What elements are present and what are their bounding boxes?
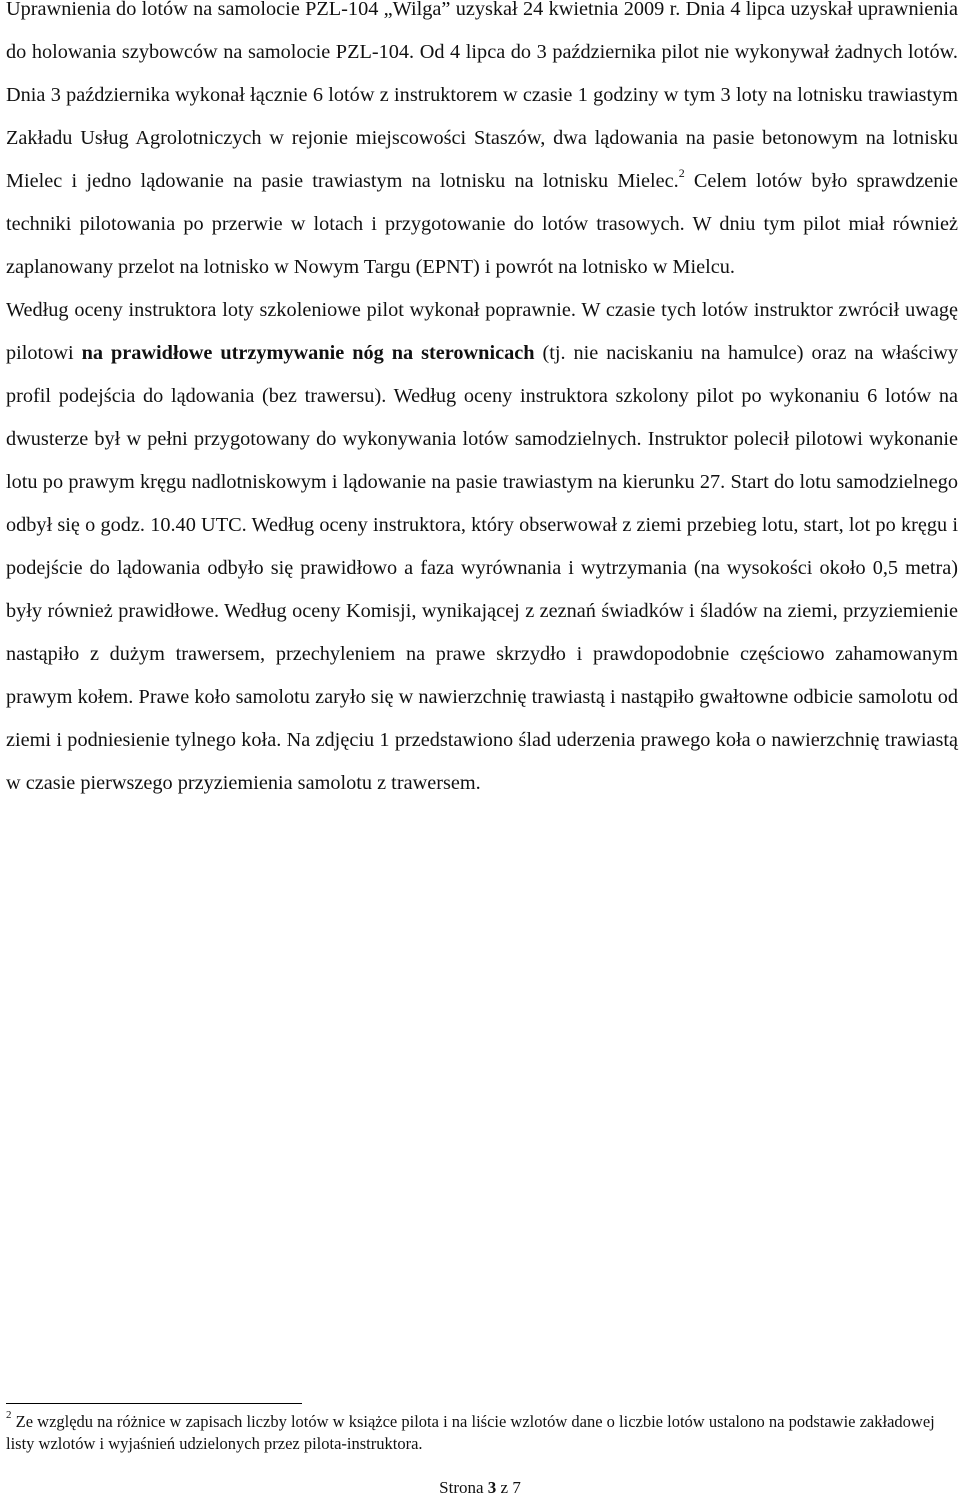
footnote xyxy=(6,1408,958,1455)
footnote-reference[interactable]: 2 xyxy=(678,166,685,181)
footnote-text: Ze względu na różnice w zapisach liczby lotów w książce pilota i na liście wzlotów dane o liczbie lotów ustalono na podstawie zakładowej listy wzlotów i wyjaśnień udzielonych przez pilota-instruktora. xyxy=(6,1412,935,1453)
page-number xyxy=(0,1478,960,1498)
paragraph-2-bold-text: na prawidłowe utrzymywanie nóg na sterownicach xyxy=(81,342,535,364)
paragraph-1-text-b: Celem lotów było sprawdzenie techniki pilotowania po przerwie w lotach i przygotowanie do lotów trasowych. W dniu tym pilot miał również zaplanowany przelot na lotnisko w Nowym Targu (EPNT) i powrót na lotnisko w Mielcu. xyxy=(6,170,958,278)
paragraph-2 xyxy=(6,289,958,805)
paragraph-1 xyxy=(6,0,958,289)
paragraph-2-text-b: (tj. nie naciskaniu na hamulce) oraz na właściwy profil podejścia do lądowania (bez trawersu). Według oceny instruktora szkolony pilot po wykonaniu 6 lotów na dwusterze był w pełni przygotowany do wykonywania lotów samodzielnych. Instruktor polecił pilotowi wykonanie lotu po prawym kręgu nadlotniskowym i lądowanie na pasie trawiastym na kierunku 27. Start do lotu samodzielnego odbył się o godz. 10.40 UTC. Według oceny instruktora, który obserwował z ziemi przebieg lotu, start, lot po kręgu i podejście do lądowania odbyło się prawidłowo a faza wyrównania i wytrzymania (na wysokości około 0,5 metra) były również prawidłowe. Według oceny Komisji, wynikającej z zeznań świadków i śladów na ziemi, przyziemienie nastąpiło z dużym trawersem, przechyleniem na prawe skrzydło i prawdopodobnie częściowo zahamowanym prawym kołem. Prawe koło samolotu zaryło się w nawierzchnię trawiastą i nastąpiło gwałtowne odbicie samolotu od ziemi i podniesienie tylnego koła. Na zdjęciu 1 przedstawiono ślad uderzenia prawego koła o nawierzchnię trawiastą w czasie pierwszego przyziemienia samolotu z trawersem. xyxy=(6,342,958,794)
page-number-total: 7 xyxy=(512,1478,521,1497)
paragraph-1-text-a: Uprawnienia do lotów na samolocie PZL-104 „Wilga” uzyskał 24 kwietnia 2009 r. Dnia 4 lipca uzyskał uprawnienia do holowania szybowców na samolocie PZL-104. Od 4 lipca do 3 października pilot nie wykonywał żadnych lotów. Dnia 3 października wykonał łącznie 6 lotów z instruktorem w czasie 1 godziny w tym 3 loty na lotnisku trawiastym Zakładu Usług Agrolotniczych w rejonie miejscowości Staszów, dwa lądowania na pasie betonowym na lotnisku Mielec i jedno lądowanie na pasie trawiastym na lotnisku na lotnisku Mielec. xyxy=(6,0,958,192)
paragraph-2-text-a: Według oceny instruktora loty szkoleniowe pilot wykonał poprawnie. W czasie tych lotów instruktor zwrócił uwagę pilotowi xyxy=(6,299,958,364)
page-number-current: 3 xyxy=(487,1478,497,1497)
footnote-separator xyxy=(6,1403,302,1404)
main-text xyxy=(6,0,958,805)
page-number-separator: z xyxy=(496,1478,513,1497)
page-number-prefix: Strona xyxy=(439,1478,488,1497)
footnote-marker: 2 xyxy=(6,1408,12,1421)
